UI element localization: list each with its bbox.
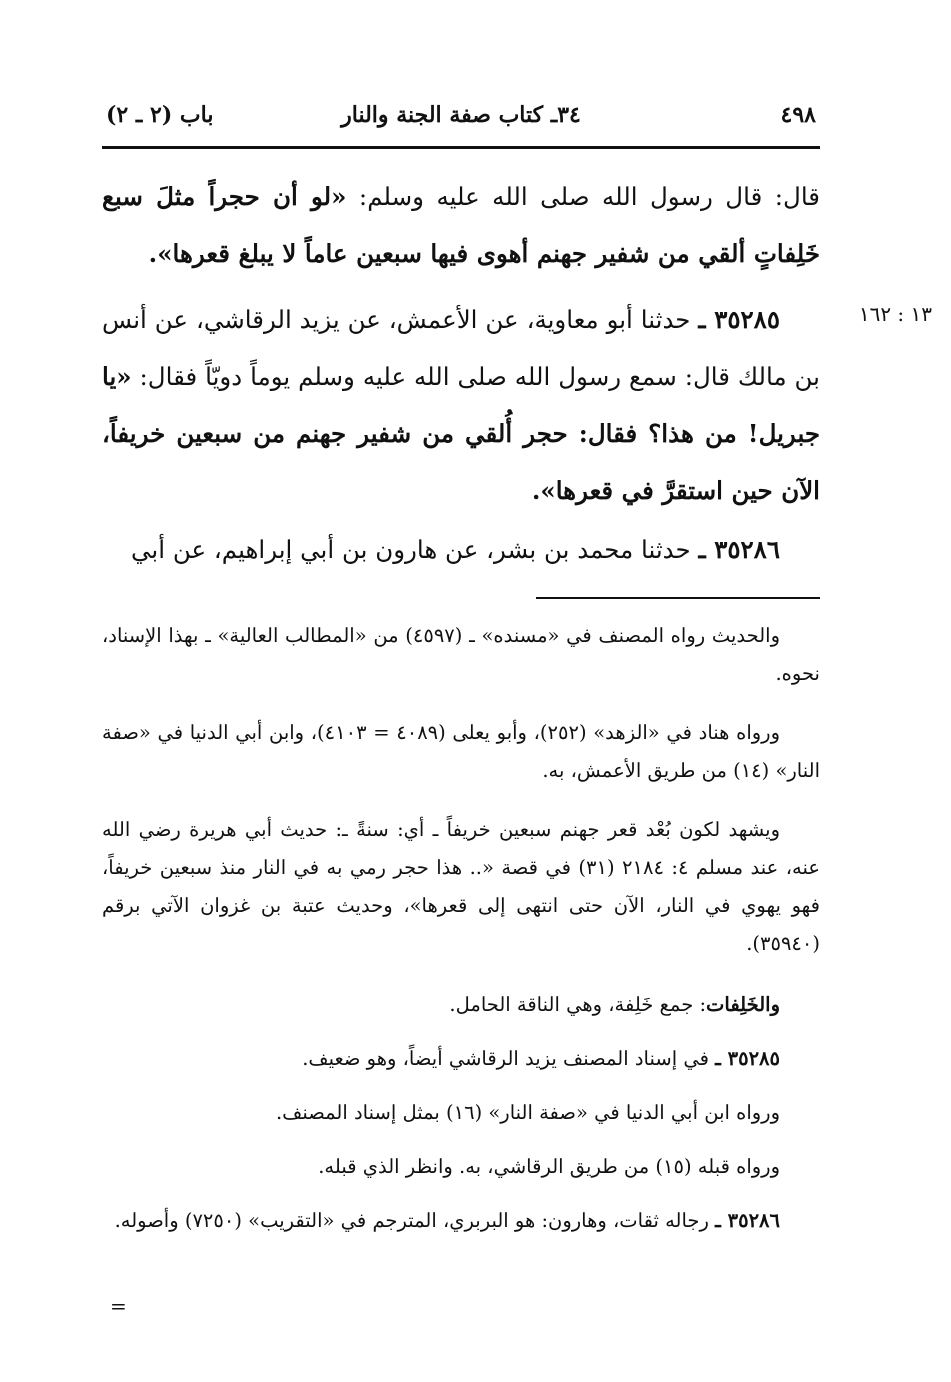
footnote-text: والحديث رواه المصنف في «مسنده» ـ (٤٥٩٧) من «المطالب العالية» ـ بهذا الإسناد، نحوه.: [102, 624, 820, 685]
paragraph-hadith-35285: [102, 291, 820, 519]
footnote-3: [102, 811, 820, 963]
continuation-mark: =: [110, 1294, 127, 1318]
footnote-1: [102, 617, 820, 693]
footnote-text: ورواه هناد في «الزهد» (٢٥٢)، وأبو يعلى (٤٠٨٩ = ٤١٠٣)، وابن أبي الدنيا في «صفة النار» (١٤) من طريق الأعمش، به.: [102, 721, 820, 782]
footnote-2: [102, 714, 820, 790]
glossary-term: والخَلِفات: [706, 993, 780, 1016]
hadith-isnad: حدثنا أبو معاوية، عن الأعمش، عن يزيد الرقاشي، عن أنس بن مالك قال: سمع رسول الله صلى الله عليه وسلم يوماً دويّاً فقال:: [102, 305, 820, 391]
hadith-intro: قال: قال رسول الله صلى الله عليه وسلم:: [346, 182, 820, 211]
footnote-text: ورواه قبله (١٥) من طريق الرقاشي، به. وانظر الذي قبله.: [318, 1155, 780, 1178]
footnote-number: ٣٥٢٨٥ ـ: [715, 1047, 780, 1070]
chapter-label: باب (٢ ـ ٢): [106, 102, 214, 128]
hadith-text: «لو أن حجراً مثلَ سبع خَلِفاتٍ ألقي من شفير جهنم أهوى فيها سبعين عاماً لا يبلغ قعرها».: [102, 182, 820, 268]
footnote-8: [102, 1202, 820, 1240]
footnote-number: ٣٥٢٨٦ ـ: [715, 1209, 780, 1232]
margin-reference: ١٣ : ١٦٢: [858, 302, 932, 326]
glossary-definition: : جمع خَلِفة، وهي الناقة الحامل.: [449, 993, 707, 1016]
footnote-7: [102, 1148, 820, 1186]
hadith-number: ٣٥٢٨٥ ـ: [698, 305, 780, 334]
hadith-number: ٣٥٢٨٦ ـ: [698, 535, 780, 564]
footnote-rule: [536, 597, 820, 599]
footnote-text: ورواه ابن أبي الدنيا في «صفة النار» (١٦) بمثل إسناد المصنف.: [275, 1101, 780, 1124]
footnote-text: ويشهد لكون بُعْد قعر جهنم سبعين خريفاً ـ أي: سنةً ـ: حديث أبي هريرة رضي الله عنه، عند مسلم ٤: ٢١٨٤ (٣١) في قصة «.. هذا حجر رمي به في النار منذ سبعين خريفاً، فهو يهوي في النار، الآن حتى انتهى إلى قعرها»، وحديث عتبة بن غزوان الآتي برقم (٣٥٩٤٠).: [102, 818, 820, 955]
paragraph-hadith-35286: [102, 521, 820, 578]
page-header: [100, 96, 822, 136]
footnote-4: [102, 986, 820, 1024]
footnote-5: [102, 1040, 820, 1078]
hadith-text: «يا جبريل! من هذا؟ فقال: حجر أُلقي من شفير جهنم من سبعين خريفاً، الآن حين استقرَّ في قعرها».: [102, 362, 820, 505]
paragraph-hadith-continuation: [102, 168, 820, 282]
hadith-isnad: حدثنا محمد بن بشر، عن هارون بن أبي إبراهيم، عن أبي: [130, 535, 699, 564]
footnote-text: رجاله ثقات، وهارون: هو البربري، المترجم في «التقريب» (٧٢٥٠) وأصوله.: [114, 1209, 716, 1232]
footnote-6: [102, 1094, 820, 1132]
header-rule: [102, 146, 820, 149]
page-title: ٣٤ـ كتاب صفة الجنة والنار: [341, 102, 581, 128]
footnote-text: في إسناد المصنف يزيد الرقاشي أيضاً، وهو ضعيف.: [302, 1047, 716, 1070]
page-number: ٤٩٨: [780, 102, 816, 128]
